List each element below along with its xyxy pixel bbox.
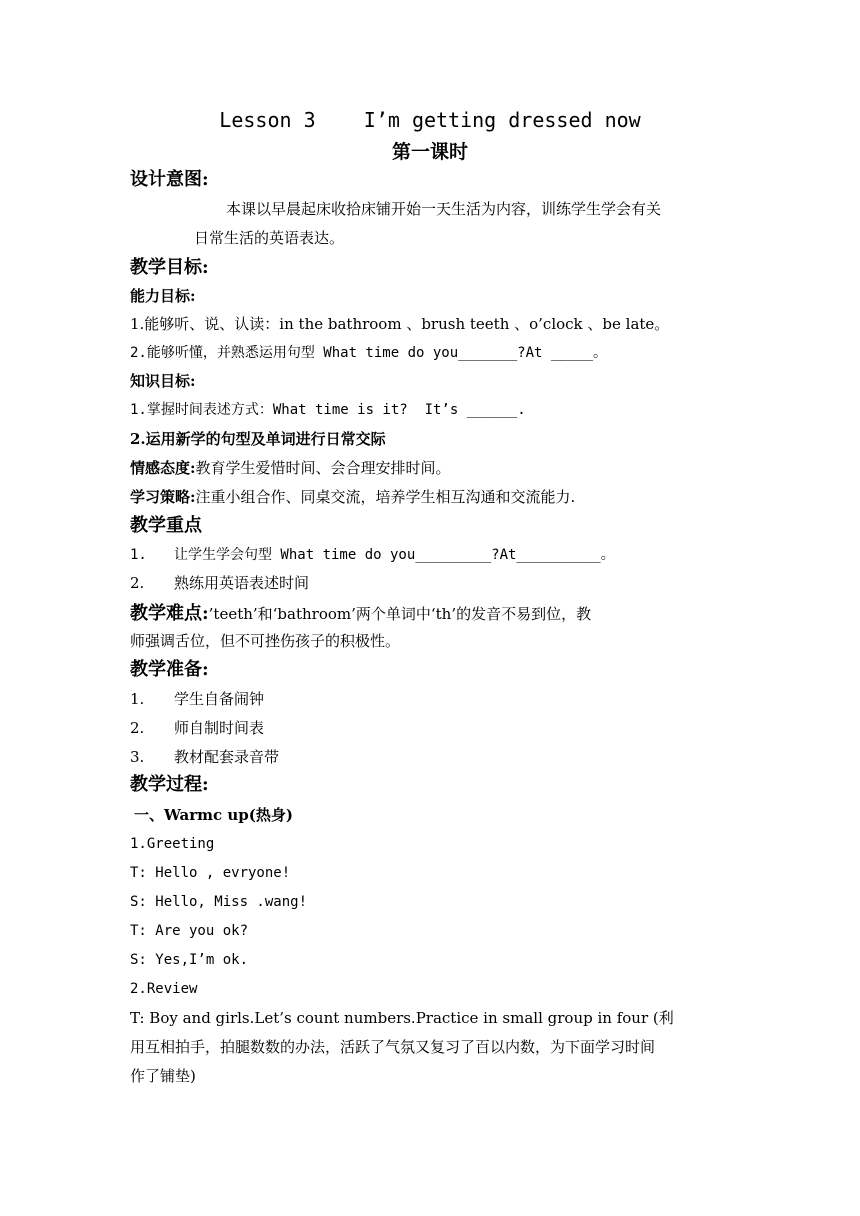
knowledge-heading: 知识目标:	[130, 372, 196, 390]
goals-heading: 教学目标:	[130, 257, 209, 278]
emotion-label: 情感态度:	[130, 459, 196, 477]
review-line-3: 作了铺垫)	[130, 1067, 196, 1085]
prep-heading: 教学准备:	[130, 659, 209, 680]
strategy-text: 注重小组合作、同桌交流，培养学生相互沟通和交流能力.	[195, 488, 576, 506]
prep-num-3: 3.	[130, 748, 145, 766]
strategy-line	[130, 487, 575, 507]
prep-num-1: 1.	[130, 690, 145, 708]
dialog-line-2: S: Hello, Miss .wang!	[130, 894, 308, 910]
review-label: 2.Review	[130, 981, 198, 997]
design-line-2: 日常生活的英语表达。	[194, 229, 345, 247]
difficulty-label: 教学难点:	[130, 603, 209, 624]
keypoint-text-2: 熟练用英语表述时间	[174, 574, 310, 592]
prep-item-3	[130, 747, 279, 767]
dialog-line-4: S: Yes,I’m ok.	[130, 952, 249, 968]
knowledge-item-2: 2.运用新学的句型及单词进行日常交际	[130, 430, 386, 448]
difficulty-line-1	[130, 602, 591, 626]
lesson-subtitle: 第一课时	[391, 141, 468, 163]
keypoint-item-1	[130, 545, 615, 565]
design-line-1: 本课以早晨起床收拾床铺开始一天生活为内容，训练学生学会有关	[226, 200, 662, 218]
process-heading: 教学过程:	[130, 774, 209, 795]
keypoints-heading: 教学重点	[130, 515, 202, 536]
prep-text-1: 学生自备闹钟	[174, 690, 265, 708]
emotion-text: 教育学生爱惜时间、会合理安排时间。	[195, 459, 451, 477]
design-heading: 设计意图:	[130, 169, 209, 190]
prep-item-2	[130, 718, 264, 738]
prep-item-1	[130, 689, 264, 709]
ability-heading: 能力目标:	[130, 287, 196, 305]
review-line-2: 用互相拍手，拍腿数数的办法，活跃了气氛又复习了百以内数，为下面学习时间	[130, 1038, 656, 1056]
difficulty-line-2: 师强调舌位，但不可挫伤孩子的积极性。	[130, 632, 401, 650]
emotion-line	[130, 458, 451, 478]
strategy-label: 学习策略:	[130, 488, 196, 506]
ability-item-2: 2.能够听懂，并熟悉运用句型 What time do you_______?At _____。	[130, 345, 608, 361]
prep-num-2: 2.	[130, 719, 145, 737]
prep-text-2: 师自制时间表	[174, 719, 265, 737]
warmup-heading: 一、Warmc up(热身)	[134, 806, 293, 824]
prep-text-3: 教材配套录音带	[174, 748, 280, 766]
keypoint-num-1: 1.	[130, 547, 147, 563]
keypoint-num-2: 2.	[130, 574, 145, 592]
lesson-title: Lesson 3 I’m getting dressed now	[219, 108, 641, 132]
dialog-line-1: T: Hello , evryone!	[130, 865, 291, 881]
difficulty-text-1: ’teeth’和‘bathroom’两个单词中‘th’的发音不易到位，教	[208, 605, 592, 623]
dialog-line-3: T: Are you ok?	[130, 923, 249, 939]
knowledge-item-1: 1.掌握时间表述方式：What time is it? It’s ______.	[130, 402, 526, 418]
greeting-label: 1.Greeting	[130, 836, 215, 852]
keypoint-item-2	[130, 573, 309, 593]
ability-item-1: 1.能够听、说、认读：in the bathroom 、brush teeth 、o’clock 、be late。	[130, 315, 670, 333]
keypoint-text-1: 让学生学会句型 What time do you_________?At__________。	[174, 547, 615, 563]
review-line-1: T: Boy and girls.Let’s count numbers.Practice in small group in four (利	[130, 1009, 674, 1027]
